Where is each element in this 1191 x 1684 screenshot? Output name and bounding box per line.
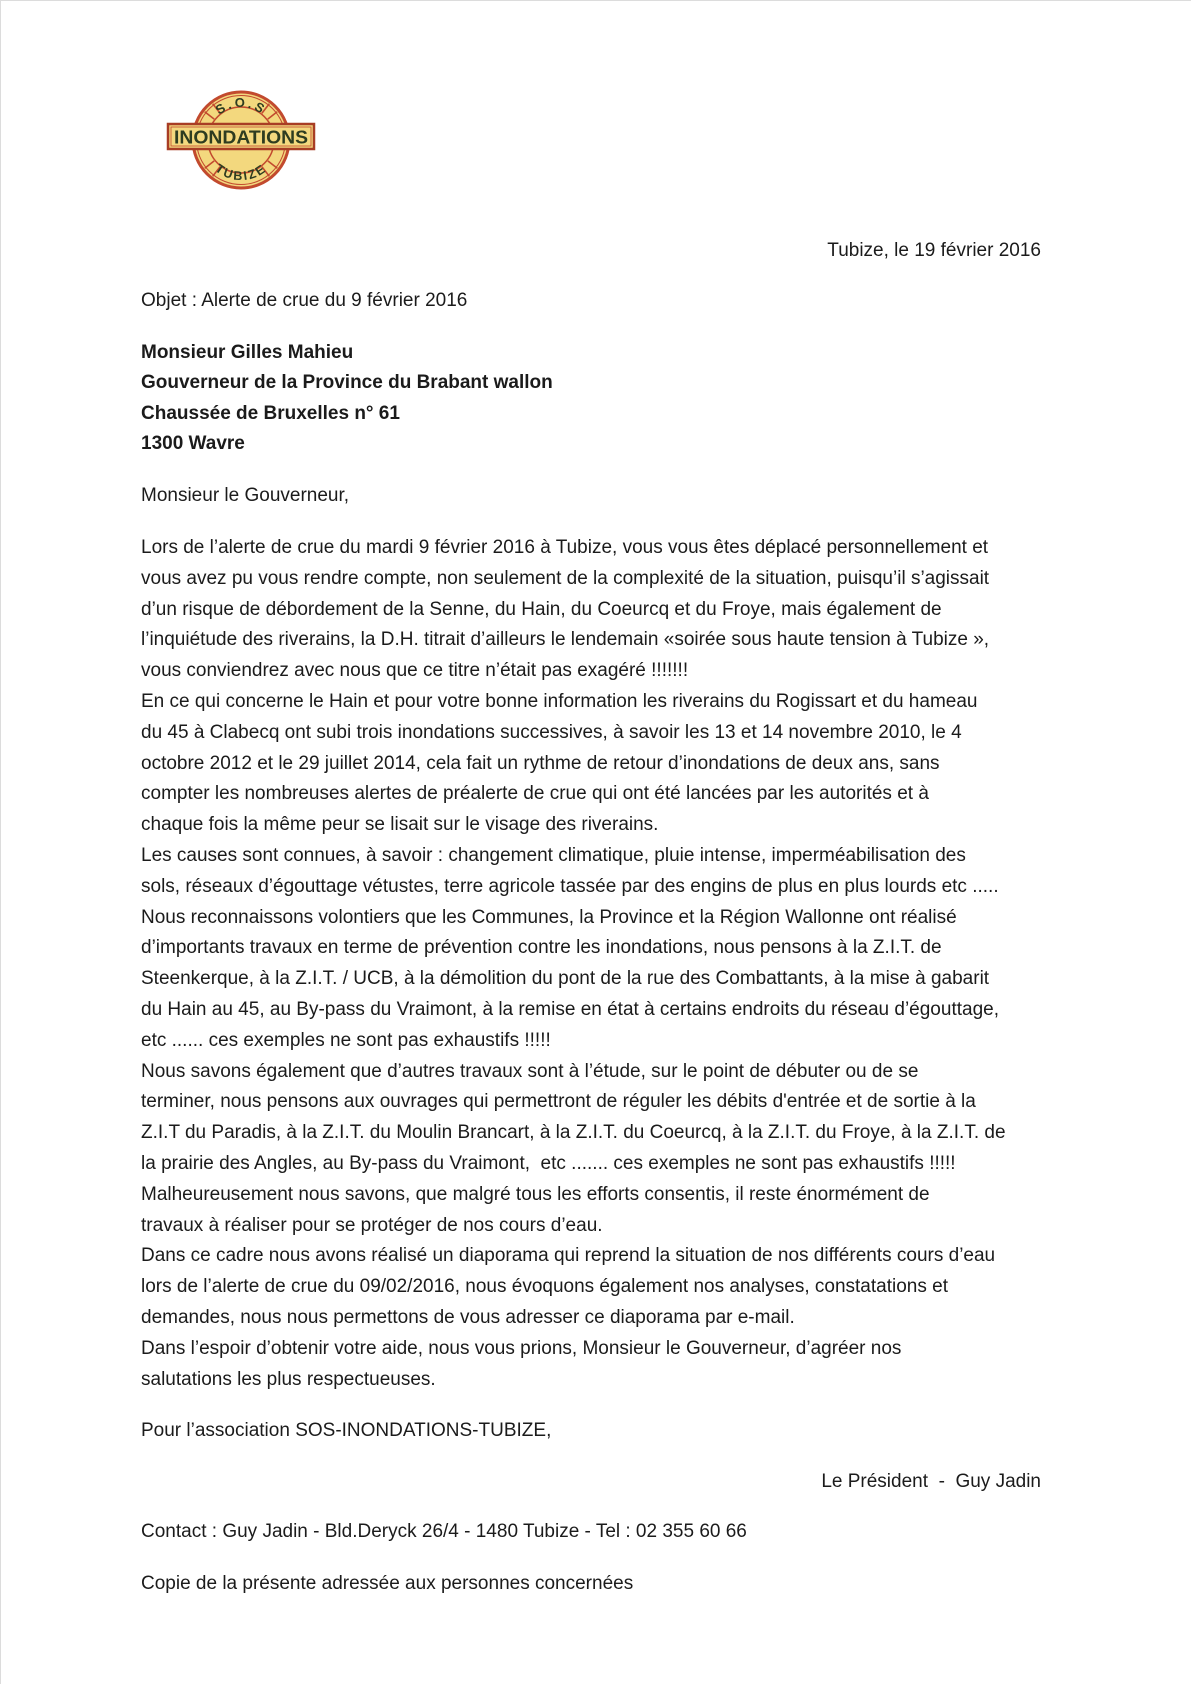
logo-tubize-text: TUBIZE [212, 161, 270, 184]
body-line: En ce qui concerne le Hain et pour votre bonne information les riverains du Rogissart et du hameau [141, 690, 978, 712]
recipient-block [141, 338, 1041, 460]
recipient-name: Monsieur Gilles Mahieu [141, 342, 354, 363]
body-line: octobre 2012 et le 29 juillet 2014, cela fait un rythme de retour d’inondations de deux ans, sans [141, 752, 940, 774]
letter-content [141, 1, 1041, 1684]
recipient-city: 1300 Wavre [141, 433, 245, 455]
body-line: Dans ce cadre nous avons réalisé un diaporama qui reprend la situation de nos différents cours d’eau [141, 1245, 996, 1267]
body-line: Les causes sont connues, à savoir : changement climatique, pluie intense, imperméabilisation des [141, 844, 966, 866]
recipient-street: Chaussée de Bruxelles n° 61 [141, 402, 400, 424]
contact-line: Contact : Guy Jadin - Bld.Deryck 26/4 - 1480 Tubize - Tel : 02 355 60 66 [141, 1521, 747, 1542]
body-line: chaque fois la même peur se lisait sur le visage des riverains. [141, 814, 659, 836]
body-line: vous conviendrez avec nous que ce titre n’était pas exagéré !!!!!!! [141, 660, 689, 682]
body-line: salutations les plus respectueuses. [141, 1368, 436, 1390]
body-line: sols, réseaux d’égouttage vétustes, terre agricole tassée par des engins de plus en plus lourds etc ..... [141, 875, 999, 897]
subject-line: Objet : Alerte de crue du 9 février 2016 [141, 290, 468, 311]
body-line: lors de l’alerte de crue du 09/02/2016, nous évoquons également nos analyses, constatations et [141, 1276, 948, 1298]
logo-banner-text: INONDATIONS [174, 127, 308, 148]
body-line: d’un risque de débordement de la Senne, du Hain, du Coeurcq et du Froye, mais également de [141, 598, 942, 620]
body-line: l’inquiétude des riverains, la D.H. titrait d’ailleurs le lendemain «soirée sous haute tension à Tubize », [141, 629, 990, 651]
body-line: vous avez pu vous rendre compte, non seulement de la complexité de la situation, puisqu’il s’agissait [141, 567, 990, 589]
body-line: terminer, nous pensons aux ouvrages qui permettront de réguler les débits d'entrée et de sortie à la [141, 1091, 976, 1113]
salutation: Monsieur le Gouverneur, [141, 485, 350, 506]
signature-line: Le Président - Guy Jadin [821, 1471, 1041, 1492]
body-line: travaux à réaliser pour se protéger de nos cours d’eau. [141, 1214, 603, 1236]
body-line: demandes, nous nous permettons de vous adresser ce diaporama par e-mail. [141, 1306, 795, 1328]
association-line: Pour l’association SOS-INONDATIONS-TUBIZE, [141, 1420, 552, 1441]
body-line: Nous reconnaissons volontiers que les Communes, la Province et la Région Wallonne ont réalisé [141, 906, 957, 928]
letter-body [141, 533, 1041, 1395]
body-line: Nous savons également que d’autres travaux sont à l’étude, sur le point de débuter ou de se [141, 1060, 919, 1082]
body-line: Malheureusement nous savons, que malgré tous les efforts consentis, il reste énormément de [141, 1183, 930, 1205]
body-line: compter les nombreuses alertes de préalerte de crue qui ont été lancées par les autorités et à [141, 783, 929, 805]
body-line: Lors de l’alerte de crue du mardi 9 février 2016 à Tubize, vous vous êtes déplacé personnellement et [141, 537, 989, 558]
recipient-title: Gouverneur de la Province du Brabant wallon [141, 372, 553, 394]
body-line: Steenkerque, à la Z.I.T. / UCB, à la démolition du pont de la rue des Combattants, à la mise à gabarit [141, 968, 990, 990]
body-line: du Hain au 45, au By-pass du Vraimont, à la remise en état à certains endroits du réseau d’égouttage, [141, 998, 999, 1020]
body-line: Dans l’espoir d’obtenir votre aide, nous vous prions, Monsieur le Gouverneur, d’agréer nos [141, 1337, 902, 1359]
body-line: Z.I.T du Paradis, à la Z.I.T. du Moulin Brancart, à la Z.I.T. du Coeurcq, à la Z.I.T. du Froye, à la Z.I.T. de [141, 1122, 1006, 1144]
body-line: la prairie des Angles, au By-pass du Vraimont, etc ....... ces exemples ne sont pas exhaustifs !!!!! [141, 1152, 956, 1174]
body-line: etc ...... ces exemples ne sont pas exhaustifs !!!!! [141, 1029, 551, 1051]
copy-note: Copie de la présente adressée aux personnes concernées [141, 1573, 634, 1594]
date-line: Tubize, le 19 février 2016 [827, 240, 1041, 261]
logo-sos-text: S.O.S [212, 95, 270, 118]
body-line: d’importants travaux en terme de prévention contre les inondations, nous pensons à la Z.I.T. de [141, 937, 942, 959]
body-line: du 45 à Clabecq ont subi trois inondations successives, à savoir les 13 et 14 novembre 2010, le 4 [141, 721, 962, 743]
